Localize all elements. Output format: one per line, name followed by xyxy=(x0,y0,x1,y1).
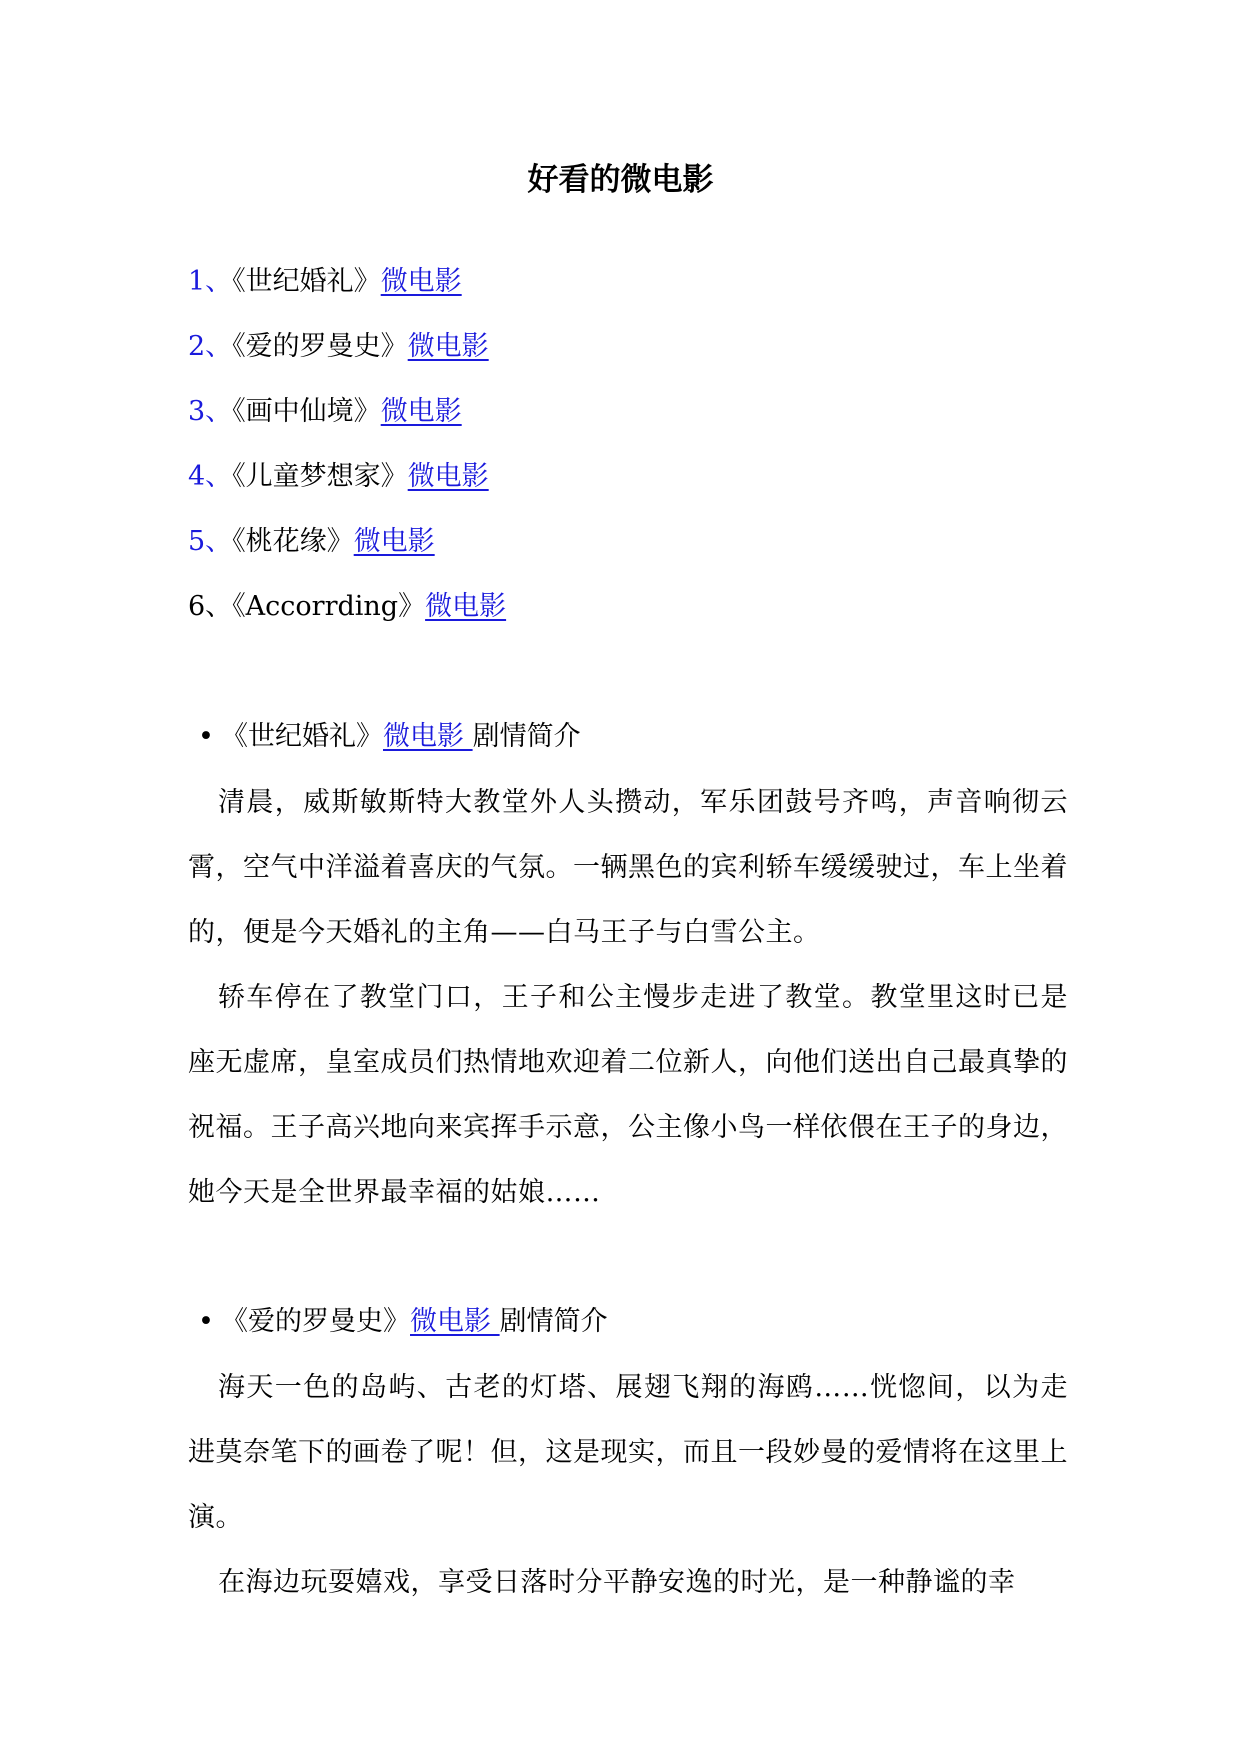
micro-film-link[interactable]: 微电影 xyxy=(353,526,435,557)
section-film-name: 《世纪婚礼》 xyxy=(221,721,383,752)
toc-number: 1、 xyxy=(188,266,233,297)
page-title: 好看的微电影 xyxy=(527,162,714,198)
synopsis-paragraph: 在海边玩耍嬉戏，享受日落时分平静安逸的时光，是一种静谧的幸 xyxy=(218,1567,1016,1598)
synopsis-paragraph: 海天一色的岛屿、古老的灯塔、展翅飞翔的海鸥……恍惚间，以为走进莫奈笔下的画卷了呢！但，这是现实，而且一段妙曼的爱情将在这里上演。 xyxy=(188,1372,1068,1533)
toc-film-name: 《儿童梦想家》 xyxy=(232,461,408,492)
toc-item xyxy=(188,262,506,327)
micro-film-link[interactable]: 微电影 xyxy=(425,591,507,622)
bullet-icon: • xyxy=(198,721,214,752)
toc-number: 4、 xyxy=(188,461,233,492)
toc-item xyxy=(188,587,506,652)
micro-film-link[interactable]: 微电影 xyxy=(383,721,473,752)
toc-item xyxy=(188,522,506,587)
micro-film-link[interactable]: 微电影 xyxy=(407,331,489,362)
synopsis-section xyxy=(188,717,1068,1225)
toc-item xyxy=(188,327,506,392)
micro-film-link[interactable]: 微电影 xyxy=(380,396,462,427)
toc-item xyxy=(188,457,506,522)
toc-film-name: 《世纪婚礼》 xyxy=(232,266,381,297)
synopsis-paragraph: 轿车停在了教堂门口，王子和公主慢步走进了教堂。教堂里这时已是座无虚席，皇室成员们热情地欢迎着二位新人，向他们送出自己最真挚的祝福。王子高兴地向来宾挥手示意，公主像小鸟一样依偎在王子的身边，她今天是全世界最幸福的姑娘…… xyxy=(188,982,1068,1208)
toc-item xyxy=(188,392,506,457)
toc-film-name: 《Accorrding》 xyxy=(232,591,426,622)
toc-number: 3、 xyxy=(188,396,233,427)
table-of-contents xyxy=(188,262,506,652)
toc-film-name: 《桃花缘》 xyxy=(232,526,354,557)
toc-film-name: 《爱的罗曼史》 xyxy=(232,331,408,362)
bullet-icon: • xyxy=(198,1306,214,1337)
micro-film-link[interactable]: 微电影 xyxy=(410,1306,500,1337)
synopsis-section xyxy=(188,1302,1068,1615)
synopsis-paragraph: 清晨，威斯敏斯特大教堂外人头攒动，军乐团鼓号齐鸣，声音响彻云霄，空气中洋溢着喜庆的气氛。一辆黑色的宾利轿车缓缓驶过，车上坐着的，便是今天婚礼的主角——白马王子与白雪公主。 xyxy=(188,787,1068,948)
toc-number: 5、 xyxy=(188,526,233,557)
toc-number: 6、 xyxy=(188,591,233,622)
section-heading xyxy=(188,1302,1068,1342)
section-heading-suffix: 剧情简介 xyxy=(472,721,581,752)
toc-number: 2、 xyxy=(188,331,233,362)
micro-film-link[interactable]: 微电影 xyxy=(380,266,462,297)
micro-film-link[interactable]: 微电影 xyxy=(407,461,489,492)
toc-film-name: 《画中仙境》 xyxy=(232,396,381,427)
section-heading xyxy=(188,717,1068,757)
section-film-name: 《爱的罗曼史》 xyxy=(221,1306,410,1337)
section-heading-suffix: 剧情简介 xyxy=(499,1306,608,1337)
